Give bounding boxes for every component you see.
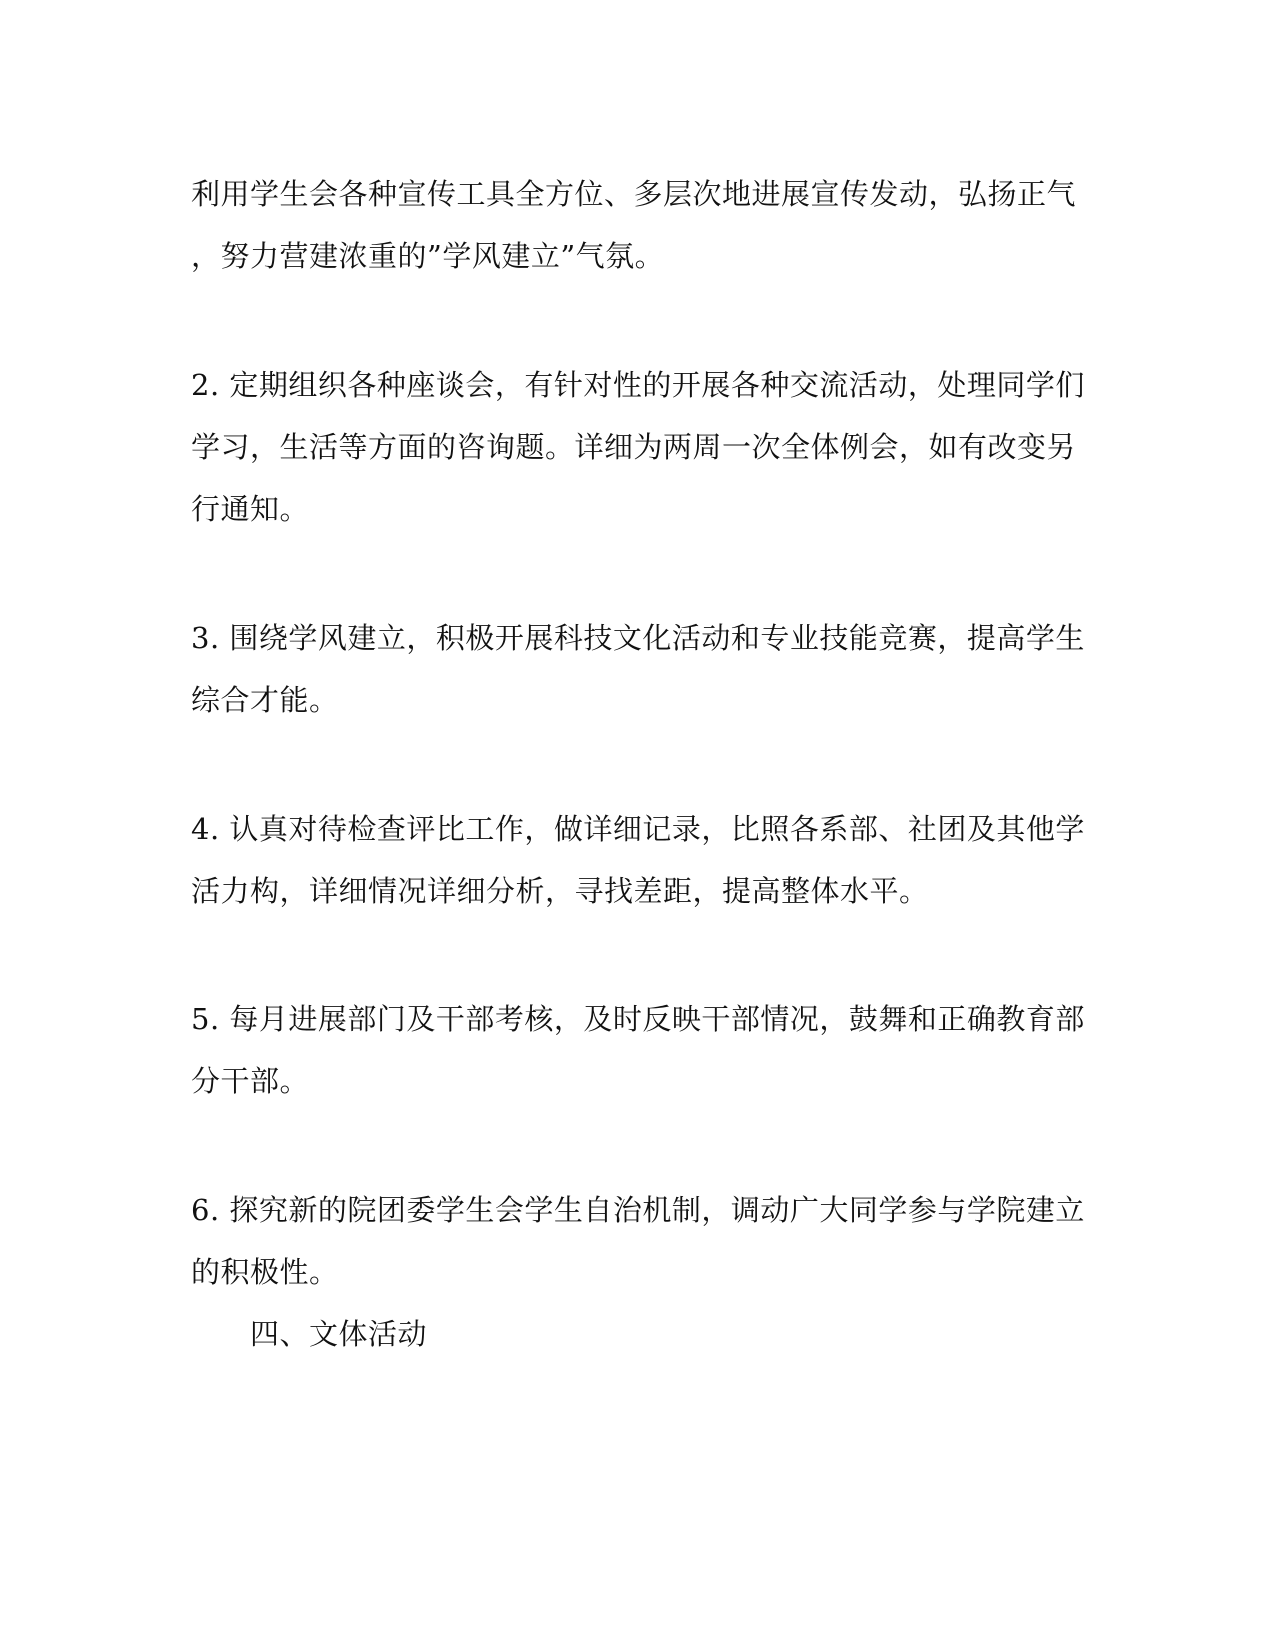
item-3-line-2: 综合才能。: [191, 683, 339, 717]
item-4-line-2: 活力构，详细情况详细分析，寻找差距，提高整体水平。: [191, 874, 929, 908]
item-6-line-2: 的积极性。: [191, 1255, 339, 1289]
item-2-line-3: 行通知。: [191, 492, 310, 526]
item-3-line-1: 3. 围绕学风建立，积极开展科技文化活动和专业技能竞赛，提高学生: [191, 621, 1085, 655]
paragraph-1-line-1: 利用学生会各种宣传工具全方位、多层次地进展宣传发动，弘扬正气: [191, 177, 1077, 211]
item-5-line-1: 5. 每月进展部门及干部考核，及时反映干部情况，鼓舞和正确教育部: [191, 1002, 1085, 1036]
item-2-line-2: 学习，生活等方面的咨询题。详细为两周一次全体例会，如有改变另: [191, 430, 1077, 464]
item-4-line-1: 4. 认真对待检查评比工作，做详细记录，比照各系部、社团及其他学: [191, 812, 1085, 846]
paragraph-1-line-2: ，努力营建浓重的”学风建立”气氛。: [191, 239, 665, 273]
section-heading: 四、文体活动: [250, 1317, 428, 1351]
item-6-line-1: 6. 探究新的院团委学生会学生自治机制，调动广大同学参与学院建立: [191, 1193, 1085, 1227]
item-2-line-1: 2. 定期组织各种座谈会，有针对性的开展各种交流活动，处理同学们: [191, 368, 1085, 402]
item-5-line-2: 分干部。: [191, 1064, 310, 1098]
